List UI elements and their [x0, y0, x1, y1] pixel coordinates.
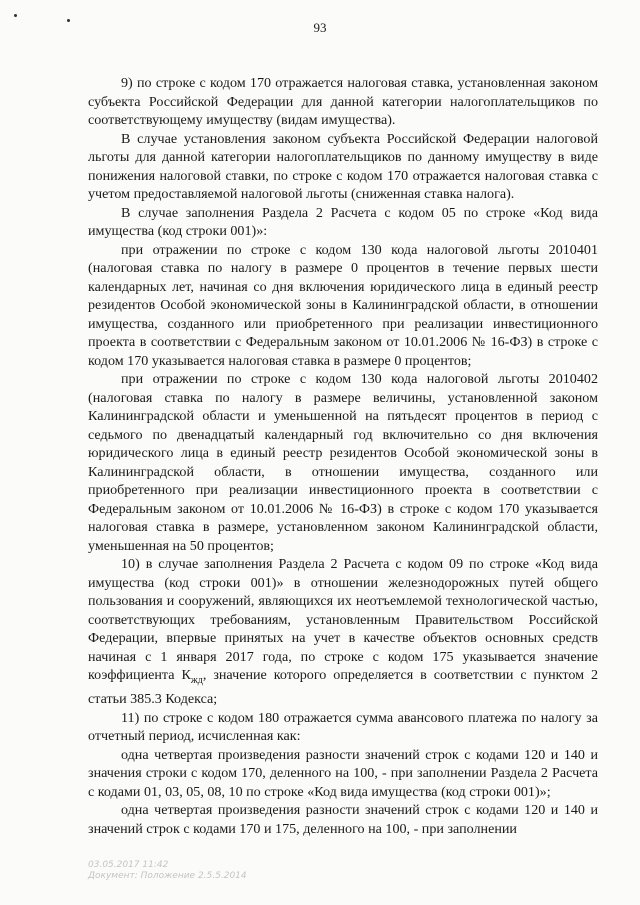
- page-number: 93: [313, 20, 327, 35]
- paragraph: одна четвертая произведения разности значений строк с кодами 120 и 140 и значения строки с кодом 170, деленного на 100, - при заполнении Раздела 2 Расчета с кодами 01, 03, 05, 08, 10 по строке «Код вида имущества (код строки 001)»;: [88, 746, 598, 800]
- paragraph: 10) в случае заполнения Раздела 2 Расчета с кодом 09 по строке «Код вида имущества (код строки 001)» в отношении железнодорожных путей общего пользования и сооружений, являющихся их неотъемлемой технологической частью, соответствующих требованиям, установленным Правительством Российской Федерации, впервые принятых на учет в качестве объектов основных средств начиная с 1 января 2017 года, по строке с кодом 175 указывается значение коэффициента $К_{жд}$, значение которого определяется в соответствии с пунктом 2 статьи 385.3 Кодекса;: [88, 556, 598, 708]
- coefficient-subscript: жд: [190, 674, 203, 686]
- document-body: [88, 74, 598, 838]
- paragraph: В случае заполнения Раздела 2 Расчета с кодом 05 по строке «Код вида имущества (код строки 001)»:: [88, 204, 598, 239]
- paragraph: В случае установления законом субъекта Российской Федерации налоговой льготы для данной категории налогоплательщиков по данному имуществу в виде понижения налоговой ставки, по строке с кодом 170 отражается налоговая ставка с учетом предоставляемой налоговой льготы (сниженная ставка налога).: [88, 130, 598, 202]
- paragraph: при отражении по строке с кодом 130 кода налоговой льготы 2010402 (налоговая ставка по налогу в размере величины, установленной законом Калининградской области и уменьшенной на пятьдесят процентов в период с седьмого по двенадцатый календарный год включительно со дня включения юридического лица в единый реестр резидентов Особой экономической зоны в Калининградской области, в отношении имущества, созданного или приобретенного при реализации инвестиционного проекта в соответствии с Федеральным законом от 10.01.2006 № 16-ФЗ) в строке с кодом 170 указывается налоговая ставка в размере, установленном законом Калининградской области, уменьшенная на 50 процентов;: [88, 371, 598, 554]
- scan-stamp-line: Документ: Положение 2.5.5.2014: [88, 871, 247, 881]
- paragraph: 11) по строке с кодом 180 отражается сумма авансового платежа по налогу за отчетный период, исчисленная как:: [88, 709, 598, 745]
- scan-stamp-line: 03.05.2017 11:42: [88, 860, 169, 870]
- scan-stamp: [88, 860, 247, 882]
- paragraph: при отражении по строке с кодом 130 кода налоговой льготы 2010401 (налоговая ставка по налогу в размере 0 процентов в течение первых шести календарных лет, начиная со дня включения юридического лица в единый реестр резидентов Особой экономической зоны в Калининградской области, в отношении имущества, созданного или приобретенного при реализации инвестиционного проекта в соответствии с Федеральным законом от 10.01.2006 № 16-ФЗ) в строке с кодом 170 указывается налоговая ставка в размере 0 процентов;: [88, 241, 598, 369]
- paragraph: 9) по строке с кодом 170 отражается налоговая ставка, установленная законом субъекта Российской Федерации для данной категории налогоплательщиков по соответствующему имуществу (видам имущества).: [88, 75, 598, 128]
- paragraph: одна четвертая произведения разности значений строк с кодами 120 и 140 и значений строк с кодами 170 и 175, деленного на 100, - при заполнении: [88, 802, 598, 837]
- scan-speck: [14, 14, 17, 17]
